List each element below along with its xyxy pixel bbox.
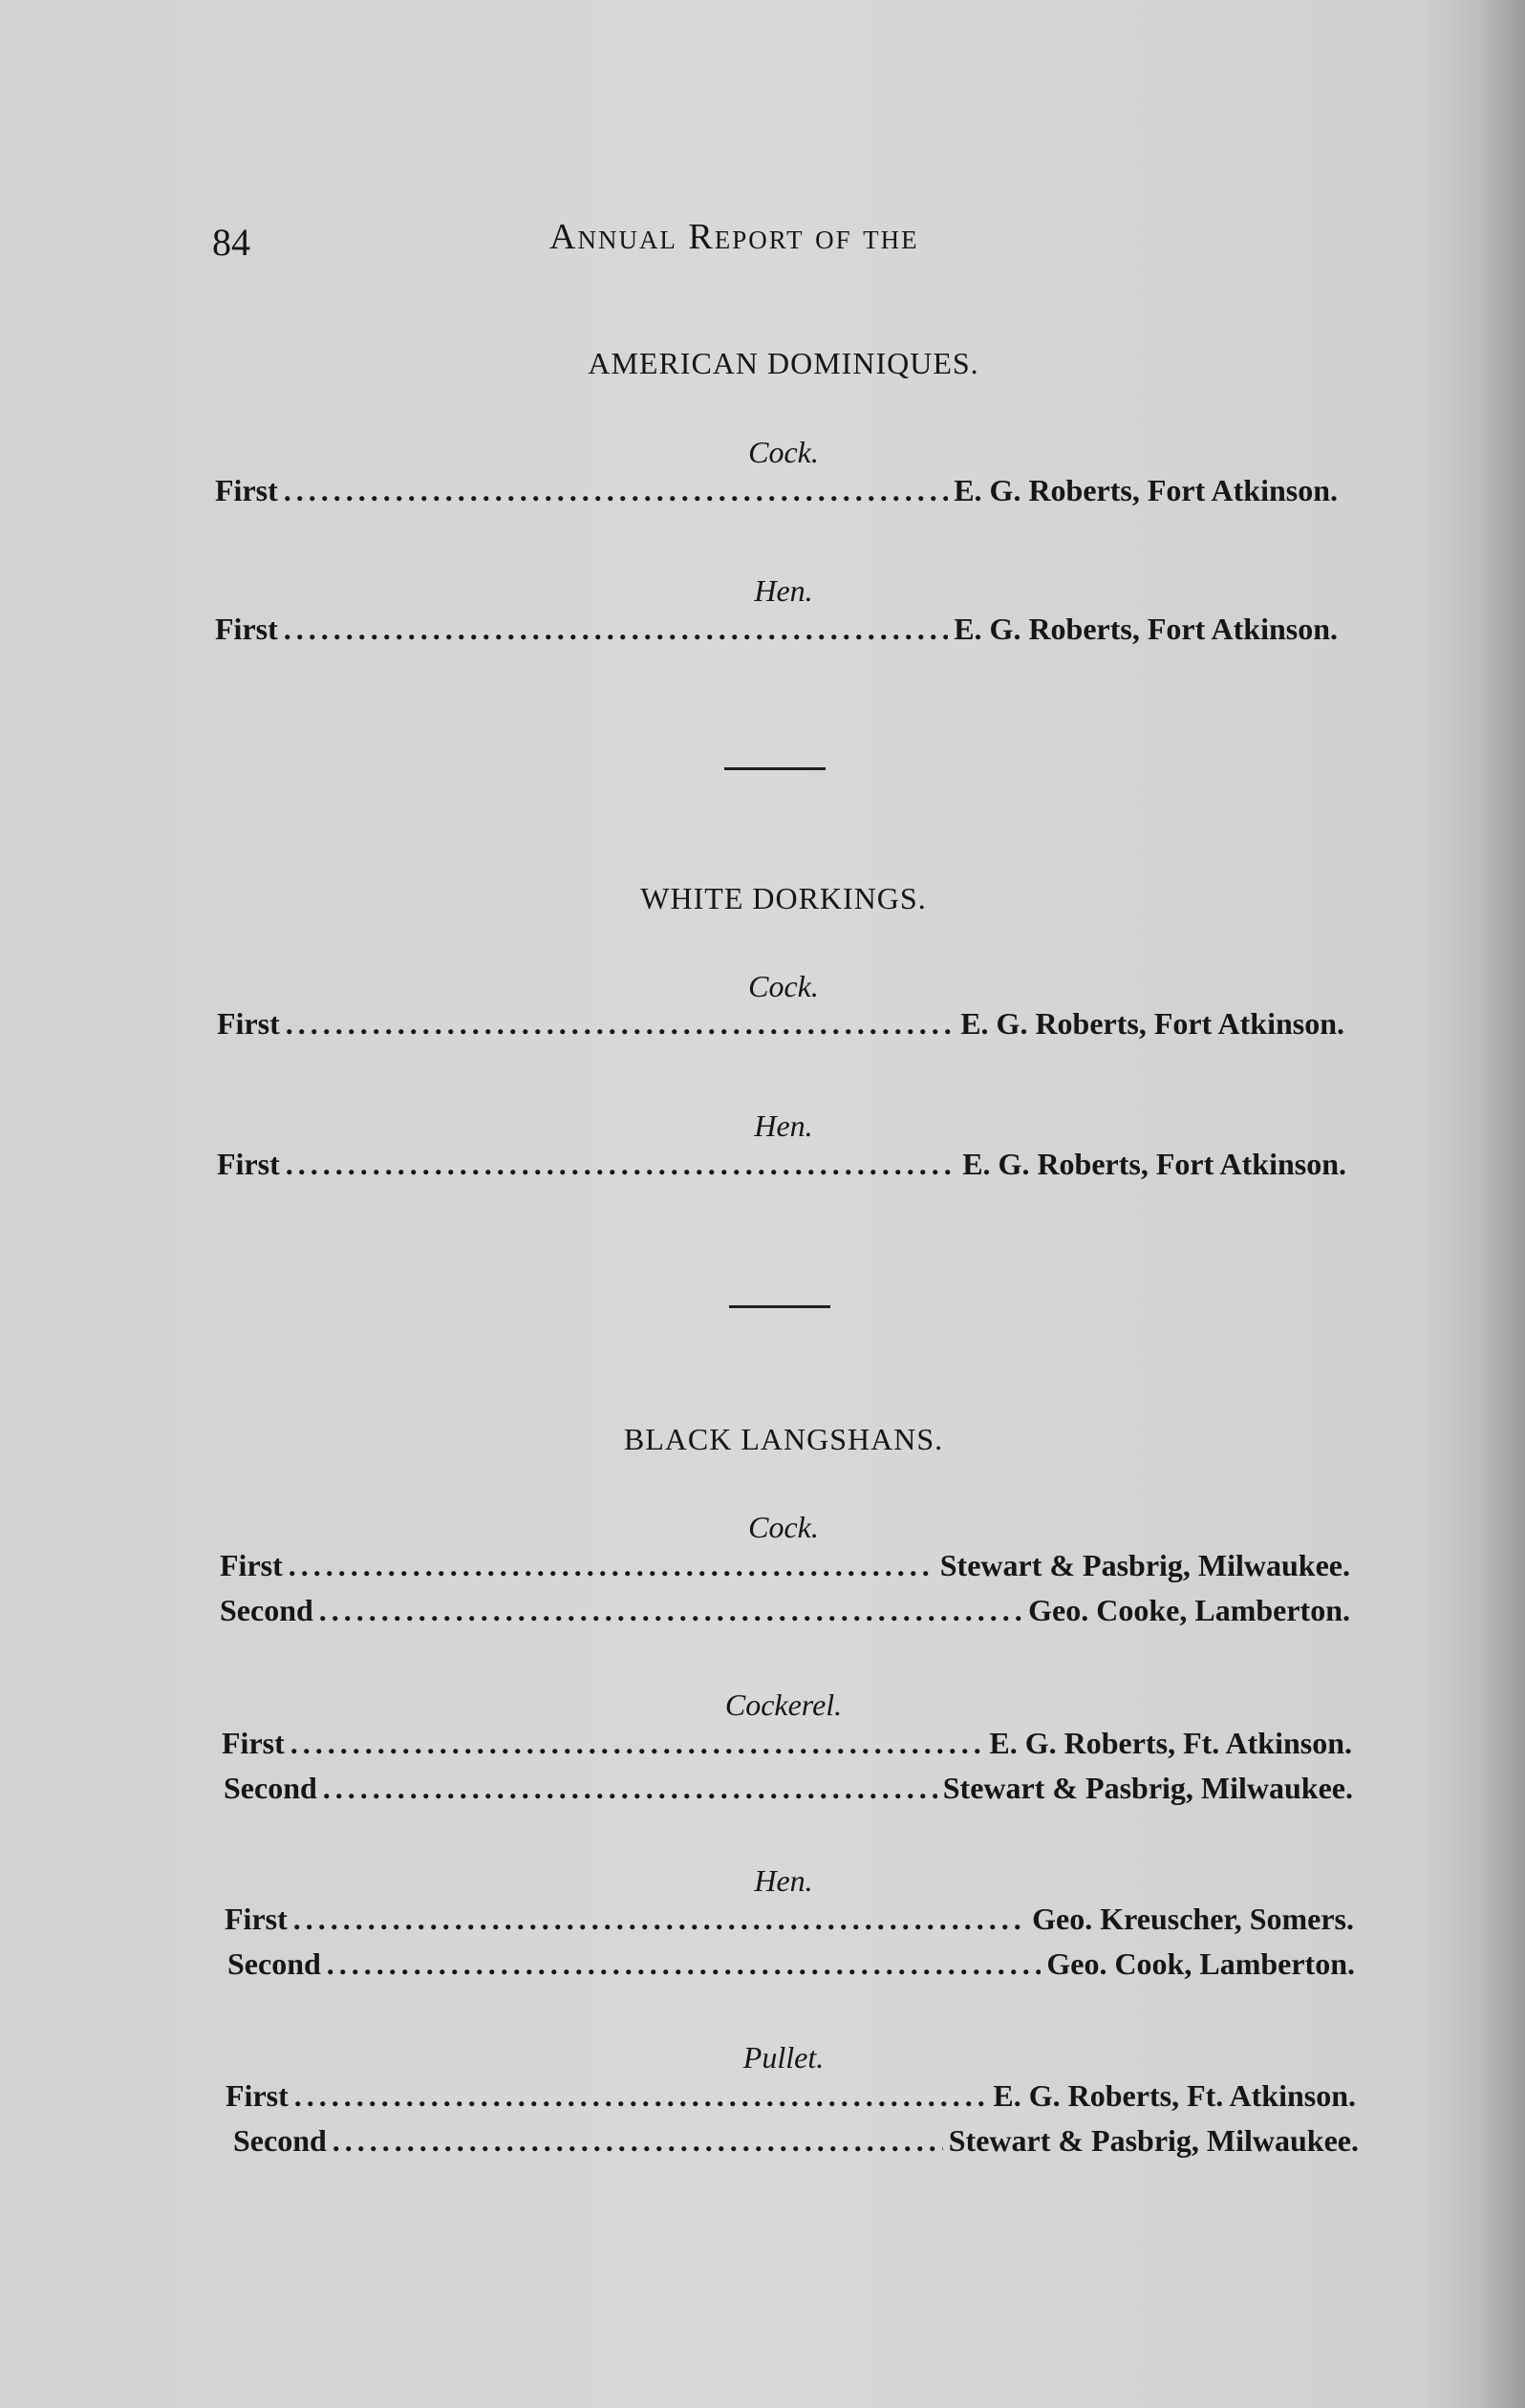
dot-leader: [290, 1726, 984, 1761]
award-winner: E. G. Roberts, Fort Atkinson.: [962, 1147, 1346, 1181]
award-winner: E. G. Roberts, Ft. Atkinson.: [989, 1726, 1352, 1760]
award-entry: [222, 1726, 1352, 1761]
section-heading-american-dominiques: AMERICAN DOMINIQUES.: [588, 346, 979, 380]
dot-leader: [323, 1771, 937, 1806]
award-entry: [226, 2078, 1356, 2114]
award-entry: [227, 1946, 1355, 1982]
award-winner: Stewart & Pasbrig, Milwaukee.: [939, 1548, 1350, 1582]
dot-leader: [286, 1147, 956, 1182]
award-winner: E. G. Roberts, Fort Atkinson.: [960, 1006, 1344, 1041]
award-entry: [215, 473, 1338, 508]
award-entry: [217, 1006, 1344, 1042]
section-divider: [724, 767, 826, 770]
award-place: Second: [227, 1946, 321, 1981]
section-heading-white-dorkings: WHITE DORKINGS.: [640, 881, 927, 915]
class-heading-pullet: Pullet.: [742, 2040, 825, 2075]
award-winner: Stewart & Pasbrig, Milwaukee.: [942, 1771, 1353, 1805]
award-entry: [220, 1593, 1350, 1628]
award-entry: [225, 1902, 1354, 1937]
award-winner: Geo. Kreuscher, Somers.: [1032, 1902, 1354, 1936]
page-number: 84: [212, 221, 250, 264]
award-place: First: [222, 1726, 285, 1760]
dot-leader: [319, 1593, 1022, 1628]
dot-leader: [289, 1548, 934, 1583]
award-entry: [224, 1771, 1353, 1806]
dot-leader: [284, 473, 948, 508]
award-winner: Geo. Cooke, Lamberton.: [1028, 1593, 1350, 1627]
class-heading-hen: Hen.: [754, 1108, 813, 1143]
award-winner: Geo. Cook, Lamberton.: [1046, 1946, 1355, 1981]
section-divider: [729, 1305, 830, 1308]
dot-leader: [293, 1902, 1026, 1937]
award-winner: E. G. Roberts, Fort Atkinson.: [954, 473, 1338, 507]
award-entry: [217, 1147, 1346, 1182]
award-place: First: [215, 612, 278, 646]
running-head: Annual Report of the: [549, 217, 919, 257]
award-winner: Stewart & Pasbrig, Milwaukee.: [948, 2123, 1359, 2158]
award-place: First: [220, 1548, 283, 1582]
award-place: First: [217, 1006, 280, 1041]
dot-leader: [284, 612, 948, 647]
award-winner: E. G. Roberts, Fort Atkinson.: [954, 612, 1338, 646]
dot-leader: [333, 2123, 943, 2159]
class-heading-cockerel: Cockerel.: [724, 1688, 843, 1722]
dot-leader: [327, 1946, 1042, 1982]
class-heading-cock: Cock.: [748, 435, 819, 469]
award-place: First: [215, 473, 278, 507]
award-entry: [215, 612, 1338, 647]
dot-leader: [294, 2078, 988, 2114]
award-entry: [220, 1548, 1350, 1583]
dot-leader: [286, 1006, 955, 1042]
award-place: Second: [224, 1771, 317, 1805]
award-place: Second: [233, 2123, 327, 2158]
award-place: First: [226, 2078, 289, 2113]
award-place: First: [217, 1147, 280, 1181]
award-entry: [233, 2123, 1359, 2159]
award-place: First: [225, 1902, 288, 1936]
class-heading-cock: Cock.: [748, 969, 819, 1003]
class-heading-hen: Hen.: [754, 573, 813, 608]
class-heading-cock: Cock.: [748, 1510, 819, 1544]
award-place: Second: [220, 1593, 313, 1627]
award-winner: E. G. Roberts, Ft. Atkinson.: [993, 2078, 1356, 2113]
class-heading-hen: Hen.: [754, 1863, 813, 1898]
section-heading-black-langshans: BLACK LANGSHANS.: [623, 1422, 944, 1456]
